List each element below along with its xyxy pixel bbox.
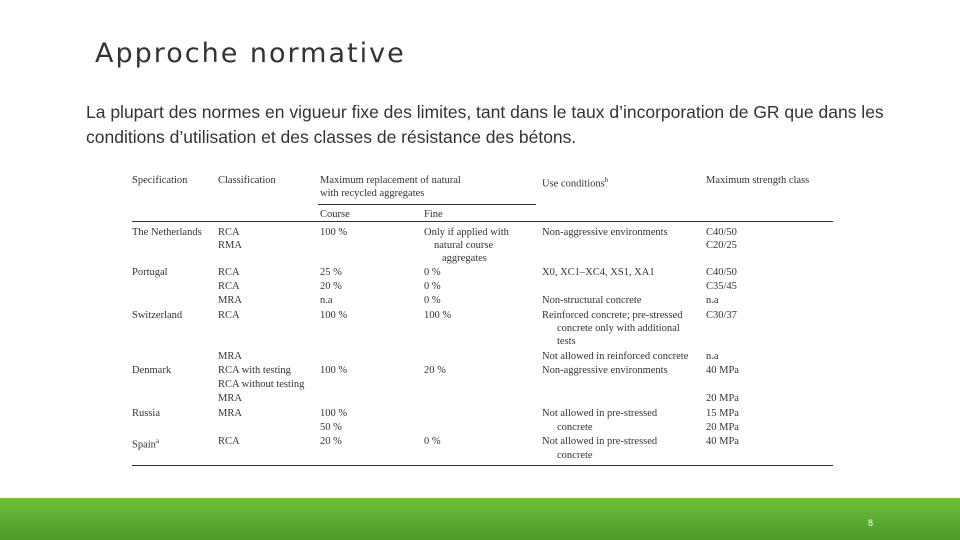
table-cell: 0 % bbox=[424, 436, 441, 447]
table-cell: n.a bbox=[706, 295, 719, 306]
table-cell: RCA without testing bbox=[218, 379, 305, 390]
header-fine: Fine bbox=[424, 209, 443, 220]
table-cell: 0 % bbox=[424, 281, 441, 292]
table-cell: C20/25 bbox=[706, 240, 737, 251]
header-max-strength: Maximum strength class bbox=[706, 175, 810, 186]
table-cell: MRA bbox=[218, 295, 242, 306]
table-cell: RMA bbox=[218, 240, 242, 251]
table-cell: 100 % bbox=[320, 408, 348, 419]
table-cell: X0, XC1–XC4, XS1, XA1 bbox=[542, 267, 655, 278]
table-cell: Not allowed in reinforced concrete bbox=[542, 351, 689, 362]
table-cell: MRA bbox=[218, 351, 242, 362]
table-cell: aggregates bbox=[442, 253, 487, 264]
header-use-conditions-footnote: b bbox=[604, 176, 609, 184]
table-cell: natural course bbox=[434, 240, 494, 251]
table-cell: 20 % bbox=[320, 281, 342, 292]
table-cell: 25 % bbox=[320, 267, 342, 278]
table-cell: tests bbox=[557, 336, 576, 347]
table-cell: C35/45 bbox=[706, 281, 737, 292]
table-cell: C30/37 bbox=[706, 310, 737, 321]
table-cell: 0 % bbox=[424, 267, 441, 278]
header-use-conditions: Use conditions$^b$ bbox=[542, 176, 609, 190]
table-cell: n.a bbox=[320, 295, 333, 306]
table-cell: concrete only with additional bbox=[557, 323, 680, 334]
table-cell: Portugal bbox=[132, 267, 168, 278]
table-cell: Russia bbox=[132, 408, 161, 419]
table-cell: MRA bbox=[218, 393, 242, 404]
table-cell: 100 % bbox=[320, 310, 348, 321]
spain-footnote-marker: a bbox=[155, 437, 160, 445]
table-cell: 100 % bbox=[320, 365, 348, 376]
table-cell: RCA bbox=[218, 436, 240, 447]
table-cell: Non-aggressive environments bbox=[542, 227, 668, 238]
header-max-replacement-line1: Maximum replacement of natural bbox=[320, 175, 461, 186]
table-cell: Not allowed in pre-stressed bbox=[542, 408, 658, 419]
table-cell: 20 % bbox=[320, 436, 342, 447]
table-cell: 20 MPa bbox=[706, 422, 739, 433]
table-cell: concrete bbox=[557, 422, 593, 433]
table-cell: Denmark bbox=[132, 365, 172, 376]
table-cell: 20 % bbox=[424, 365, 446, 376]
table-cell: Reinforced concrete; pre-stressed bbox=[542, 310, 683, 321]
footer-bar bbox=[0, 498, 960, 540]
header-max-replacement-line2: with recycled aggregates bbox=[320, 188, 425, 199]
table-cell: RCA bbox=[218, 227, 240, 238]
table-cell: Only if applied with bbox=[424, 227, 509, 238]
header-bottom-rule bbox=[132, 221, 833, 222]
table-cell: Non-structural concrete bbox=[542, 295, 642, 306]
slide-title: Approche normative bbox=[95, 38, 406, 69]
table-cell: C40/50 bbox=[706, 227, 737, 238]
table-cell: MRA bbox=[218, 408, 242, 419]
table-cell: 100 % bbox=[424, 310, 452, 321]
table-cell: C40/50 bbox=[706, 267, 737, 278]
table-cell: n.a bbox=[706, 351, 719, 362]
table-cell: RCA with testing bbox=[218, 365, 291, 376]
table-cell: 40 MPa bbox=[706, 436, 739, 447]
table-cell: 40 MPa bbox=[706, 365, 739, 376]
table-cell: 0 % bbox=[424, 295, 441, 306]
table-cell: RCA bbox=[218, 281, 240, 292]
table-cell: RCA bbox=[218, 267, 240, 278]
table-cell: Not allowed in pre-stressed bbox=[542, 436, 658, 447]
table-cell: 20 MPa bbox=[706, 393, 739, 404]
table-cell: Non-aggressive environments bbox=[542, 365, 668, 376]
table-cell: concrete bbox=[557, 450, 593, 461]
table-cell: RCA bbox=[218, 310, 240, 321]
table-bottom-rule bbox=[132, 465, 833, 466]
page-number: 8 bbox=[868, 518, 874, 528]
table-cell: Switzerland bbox=[132, 310, 183, 321]
table-cell: 50 % bbox=[320, 422, 342, 433]
table-cell: 100 % bbox=[320, 227, 348, 238]
header-course: Course bbox=[320, 209, 350, 220]
table-cell: Spain$^a$ bbox=[132, 437, 160, 451]
header-subrule bbox=[318, 204, 536, 205]
recycled-aggregates-table bbox=[132, 170, 833, 466]
table-cell: The Netherlands bbox=[132, 227, 202, 238]
header-classification: Classification bbox=[218, 175, 276, 186]
intro-paragraph: La plupart des normes en vigueur fixe des limites, tant dans le taux d’incorporation de GR que dans les conditions d’utilisation et des classes de résistance des bétons. bbox=[86, 102, 884, 147]
table-cell: 15 MPa bbox=[706, 408, 739, 419]
header-specification: Specification bbox=[132, 175, 188, 186]
